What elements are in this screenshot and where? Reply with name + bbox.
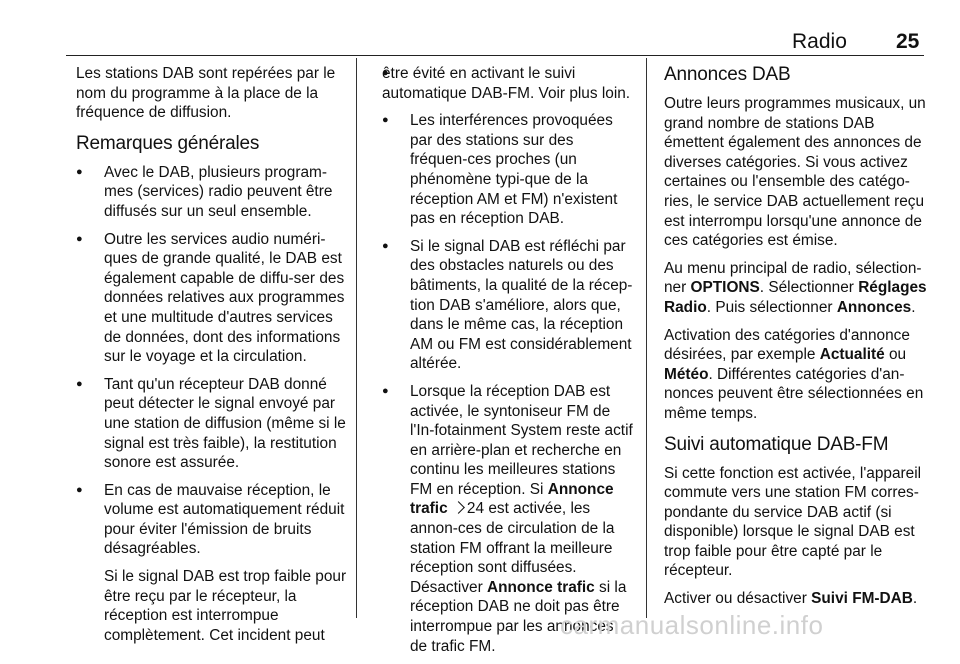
bullet-continuation: Si le signal DAB est trop faible pour être reçu par le récepteur, la réception est interrompue complètement. Cet incident peut [104, 568, 347, 644]
text-run: . Puis sélectionner [706, 298, 837, 316]
bullet-item [76, 481, 348, 646]
intro-paragraph: Les stations DAB sont repérées par le nom du programme à la place de la fréquence de diffusion. [76, 65, 336, 122]
bullet-list [76, 163, 348, 646]
menu-term-annonces: Annonces [836, 298, 912, 316]
page-header [0, 26, 960, 56]
paragraph [664, 326, 932, 424]
bullet-item: ● Avec le DAB, plusieurs program-mes (services) radio peuvent être diffusés sur un seul ensemble. [76, 163, 348, 222]
bullet-item: ● Tant qu'un récepteur DAB donné peut détecter le signal envoyé par une station de diffusion (même si le signal est très faible), la restitution sonore est assurée. [76, 375, 348, 473]
page-title: Radio [792, 30, 847, 53]
column-divider-2 [646, 58, 647, 618]
menu-term-meteo: Météo [664, 365, 709, 383]
text-run: Au menu principal de radio, sélection-ner [664, 259, 922, 297]
text-run: Activer ou désactiver [664, 590, 812, 608]
menu-term-suivi-fm-dab: Suivi FM-DAB [811, 590, 913, 608]
paragraph [664, 259, 932, 318]
text-run: Activation des catégories d'annonce désirées, par exemple [664, 326, 910, 364]
text-run: . [912, 590, 918, 608]
bullet-item: ● Outre les services audio numéri-ques de grande qualité, le DAB est également capable de diffu-ser des données relatives aux programmes et une multitude d'autres services de données, dont des informations sur le voyage et la circulation. [76, 230, 348, 367]
text-run: ou [884, 346, 907, 364]
text-run: si la réception DAB ne doit pas être interrompue par les annonces de trafic FM. [410, 578, 627, 655]
text-run: . Différentes catégories d'an-nonces peuvent être sélectionnées en même temps. [664, 365, 924, 422]
paragraph: Outre leurs programmes musicaux, un grand nombre de stations DAB émettent également des annonces de diverses catégories. Si vous activez certaines ou l'ensemble des catégo-ries, le service DAB actuellement reçu est interrompu lorsqu'une annonce de ces catégories est émise. [664, 95, 926, 250]
menu-term-reglages-radio: Réglages Radio [664, 279, 927, 316]
menu-term-actualite: Actualité [819, 346, 885, 364]
text-run: est activée, les annon-ces de circulation de la station FM offrant la meilleure réception sont diffusées. Désactiver [410, 500, 615, 596]
bullet-list [382, 64, 634, 656]
section-heading-remarques: Remarques générales [76, 132, 260, 154]
column-1 [76, 64, 348, 653]
text-run: . [911, 298, 916, 316]
paragraph [664, 589, 932, 609]
column-2 [382, 64, 634, 664]
section-heading-suivi: Suivi automatique DAB-FM [664, 433, 889, 455]
header-rule [66, 55, 924, 56]
bullet-item: ● Si le signal DAB est réfléchi par des obstacles naturels ou des bâtiments, la qualité de la récep-tion DAB s'améliore, alors que, dans le même cas, la réception AM ou FM est considérablement altérée. [382, 237, 634, 374]
annonce-trafic-term: Annonce trafic [486, 578, 595, 596]
bullet-text: ● En cas de mauvaise réception, le volume est automatiquement réduit pour éviter l'émission de bruits désagréables. [104, 481, 345, 558]
page-number: 25 [896, 30, 920, 53]
section-heading-annonces-dab: Annonces DAB [664, 64, 791, 85]
text-run: Lorsque la réception DAB est activée, le syntoniseur FM de l'In-fotainment System reste actif en arrière-plan et recherche en continu les meilleures stations FM en réception. Si [410, 382, 633, 498]
column-divider-1 [356, 58, 357, 618]
page-reference-arrow-icon [452, 502, 465, 515]
paragraph: Si cette fonction est activée, l'appareil commute vers une station FM corres-pondante du service DAB actif (si disponible) lorsque le signal DAB est trop faible pour être capté par le récepteur. [664, 464, 922, 580]
column-3 [664, 64, 932, 617]
page-reference[interactable]: 24 [466, 500, 485, 518]
text-run: . Sélectionner [759, 279, 859, 297]
watermark: carmanualsonline.info [560, 610, 824, 640]
menu-term-options: OPTIONS [690, 279, 760, 297]
annonce-trafic-term: Annonce trafic [410, 480, 614, 518]
bullet-item: ● Les interférences provoquées par des stations sur des fréquen-ces proches (un phénomène typi-que de la réception AM et FM) n'existent pas en réception DAB. [382, 111, 634, 229]
continued-text: ● être évité en activant le suivi automatique DAB-FM. Voir plus loin. [382, 64, 634, 103]
